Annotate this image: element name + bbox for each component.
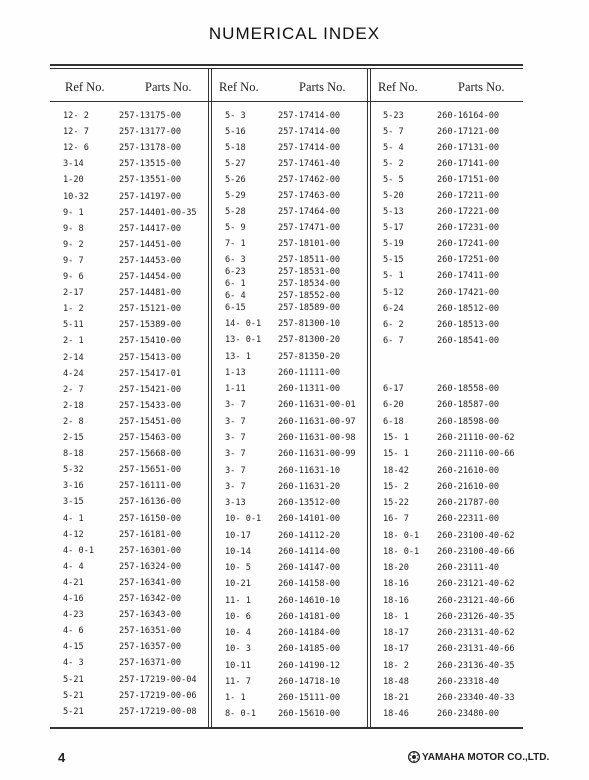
ref-number: 3-13 xyxy=(225,498,246,508)
part-number: 257-14401-00-35 xyxy=(119,207,197,218)
ref-number: 5-19 xyxy=(383,239,404,249)
ref-number: 4- 1 xyxy=(63,513,84,524)
ref-number: 8-18 xyxy=(63,449,84,460)
column-divider xyxy=(370,68,371,727)
part-number: 257-17464-00 xyxy=(278,207,341,217)
ref-number: 4- 4 xyxy=(63,561,84,572)
part-number: 257-16351-00 xyxy=(119,626,182,637)
ref-number: 4-24 xyxy=(63,368,84,379)
part-number: 257-14453-00 xyxy=(119,255,182,266)
part-number: 260-23121-40-62 xyxy=(437,579,515,589)
ref-number: 10- 5 xyxy=(225,563,251,573)
part-number: 257-13551-00 xyxy=(119,175,182,186)
part-number: 257-18531-00 xyxy=(278,267,341,277)
ref-number: 12- 7 xyxy=(63,127,89,138)
ref-number: 18- 0-1 xyxy=(383,547,420,557)
ref-number: 5- 5 xyxy=(383,175,404,185)
part-number: 260-23100-40-66 xyxy=(437,547,515,557)
part-number: 257-18589-00 xyxy=(278,303,341,313)
ref-number: 2-14 xyxy=(63,352,84,363)
part-number: 257-13175-00 xyxy=(119,111,182,121)
ref-number: 6-23 xyxy=(225,267,246,277)
ref-number: 2-17 xyxy=(63,288,84,299)
part-number: 260-23126-40-35 xyxy=(437,612,515,622)
ref-number: 5- 1 xyxy=(383,271,404,281)
part-number: 260-14158-00 xyxy=(278,579,341,589)
page-title: NUMERICAL INDEX xyxy=(208,24,381,43)
ref-number: 3-15 xyxy=(63,497,84,508)
part-number: 260-17131-00 xyxy=(437,143,500,153)
ref-number: 10-21 xyxy=(225,579,251,589)
part-number: 260-17121-00 xyxy=(437,127,500,137)
ref-number: 5-27 xyxy=(225,159,246,169)
part-number: 260-23131-40-66 xyxy=(437,644,515,654)
part-number: 260-11111-00 xyxy=(278,368,341,378)
ref-number: 6-24 xyxy=(383,304,404,314)
part-number: 257-14417-00 xyxy=(119,223,182,234)
part-number: 260-17141-00 xyxy=(437,159,500,169)
part-number: 260-14184-00 xyxy=(278,628,341,638)
part-number: 260-17241-00 xyxy=(437,239,500,249)
part-number: 257-17471-00 xyxy=(278,223,341,233)
part-number: 260-17221-00 xyxy=(437,207,500,217)
ref-number: 2-18 xyxy=(63,400,84,411)
ref-number: 9- 6 xyxy=(63,272,84,282)
ref-number: 10- 3 xyxy=(225,644,251,654)
ref-no-header: Ref No. xyxy=(219,80,259,94)
ref-number: 15- 1 xyxy=(383,449,409,459)
ref-number: 3- 7 xyxy=(225,417,246,427)
ref-number: 10- 6 xyxy=(225,612,251,622)
ref-number: 6- 4 xyxy=(225,291,246,301)
header-rule xyxy=(50,101,523,102)
part-number: 257-81300-20 xyxy=(278,335,341,345)
ref-number: 10- 4 xyxy=(225,628,251,638)
part-number: 260-18558-00 xyxy=(437,384,500,394)
ref-number: 5-16 xyxy=(225,127,246,137)
ref-number: 6- 3 xyxy=(225,255,246,265)
part-number: 257-17462-00 xyxy=(278,175,341,185)
part-number: 257-15389-00 xyxy=(119,320,182,331)
part-number: 257-14454-00 xyxy=(119,272,182,282)
ref-number: 1-13 xyxy=(225,368,246,378)
ref-number: 18-48 xyxy=(383,677,409,687)
column-header xyxy=(53,68,208,101)
column-header xyxy=(213,68,368,101)
ref-number: 13- 1 xyxy=(225,352,251,362)
ref-number: 6- 2 xyxy=(383,320,404,330)
part-number: 257-18552-00 xyxy=(278,291,341,301)
part-number: 257-16324-00 xyxy=(119,561,182,572)
ref-number: 6-18 xyxy=(383,417,404,427)
ref-number: 12- 6 xyxy=(63,143,89,154)
part-number: 260-15111-00 xyxy=(278,693,341,703)
column-divider xyxy=(208,68,209,727)
ref-number: 18-17 xyxy=(383,644,409,654)
part-number: 257-13178-00 xyxy=(119,143,182,154)
part-number: 260-11631-20 xyxy=(278,482,341,492)
ref-number: 18-42 xyxy=(383,466,409,476)
part-number: 257-16341-00 xyxy=(119,577,182,588)
ref-number: 14- 0-1 xyxy=(225,319,262,329)
part-number: 257-14451-00 xyxy=(119,239,182,250)
part-number: 260-21110-00-62 xyxy=(437,433,515,443)
parts-no-header: Parts No. xyxy=(299,80,346,94)
part-number: 257-15463-00 xyxy=(119,433,182,443)
ref-number: 5-21 xyxy=(63,706,84,717)
ref-number: 4-16 xyxy=(63,594,84,604)
part-number: 257-16301-00 xyxy=(119,545,182,556)
ref-number: 12- 2 xyxy=(63,111,89,121)
ref-number: 1- 1 xyxy=(225,693,246,703)
ref-number: 5-15 xyxy=(383,255,404,265)
part-number: 260-17151-00 xyxy=(437,175,500,185)
ref-number: 4-12 xyxy=(63,529,84,540)
part-number: 257-13515-00 xyxy=(119,159,182,170)
ref-number: 2- 8 xyxy=(63,416,84,427)
ref-number: 11- 1 xyxy=(225,596,251,606)
part-number: 260-17231-00 xyxy=(437,223,500,233)
part-number: 260-17251-00 xyxy=(437,255,500,265)
part-number: 260-14718-10 xyxy=(278,677,341,687)
part-number: 257-15121-00 xyxy=(119,304,182,315)
part-number: 260-11311-00 xyxy=(278,384,341,394)
ref-number: 18- 0-1 xyxy=(383,531,420,541)
ref-number: 6- 1 xyxy=(225,279,246,289)
part-number: 260-14181-00 xyxy=(278,612,341,622)
ref-number: 5-11 xyxy=(63,320,84,331)
ref-number: 2-15 xyxy=(63,433,84,443)
part-number: 257-16371-00 xyxy=(119,658,182,669)
ref-number: 5-13 xyxy=(383,207,404,217)
part-number: 260-14112-20 xyxy=(278,531,341,541)
part-number: 257-16342-00 xyxy=(119,594,182,604)
ref-number: 7- 1 xyxy=(225,239,246,249)
ref-number: 16- 7 xyxy=(383,514,409,524)
part-number: 260-23121-40-66 xyxy=(437,596,515,606)
ref-number: 18- 1 xyxy=(383,612,409,622)
part-number: 260-14610-10 xyxy=(278,596,341,606)
part-number: 257-15668-00 xyxy=(119,449,182,460)
part-number: 257-16136-00 xyxy=(119,497,182,508)
part-number: 257-15651-00 xyxy=(119,465,182,476)
part-number: 260-17211-00 xyxy=(437,191,500,201)
ref-number: 18-20 xyxy=(383,563,409,573)
ref-number: 6- 7 xyxy=(383,336,404,346)
ref-number: 18-21 xyxy=(383,693,409,703)
ref-number: 5-20 xyxy=(383,191,404,201)
parts-no-header: Parts No. xyxy=(145,80,192,94)
part-number: 257-14197-00 xyxy=(119,191,182,202)
part-number: 260-18598-00 xyxy=(437,417,500,427)
part-number: 260-14114-00 xyxy=(278,547,341,557)
top-rule xyxy=(50,64,523,66)
column-divider xyxy=(367,68,368,727)
ref-number: 5-28 xyxy=(225,207,246,217)
ref-number: 4- 6 xyxy=(63,626,84,637)
column-header xyxy=(372,68,527,101)
ref-number: 2- 7 xyxy=(63,384,84,395)
part-number: 260-13512-00 xyxy=(278,498,341,508)
ref-number: 5-29 xyxy=(225,191,246,201)
part-number: 260-14185-00 xyxy=(278,644,341,654)
ref-number: 4-15 xyxy=(63,642,84,653)
part-number: 257-81350-20 xyxy=(278,352,341,362)
ref-number: 3- 7 xyxy=(225,433,246,443)
part-number: 257-18534-00 xyxy=(278,279,341,289)
ref-number: 5-17 xyxy=(383,223,404,233)
part-number: 257-18511-00 xyxy=(278,255,341,265)
ref-number: 11- 7 xyxy=(225,677,251,687)
ref-number: 3- 7 xyxy=(225,449,246,459)
part-number: 260-23318-40 xyxy=(437,677,500,687)
ref-number: 6-20 xyxy=(383,400,404,410)
part-number: 260-14190-12 xyxy=(278,661,341,671)
ref-number: 18- 2 xyxy=(383,661,409,671)
part-number: 257-16111-00 xyxy=(119,481,182,492)
publisher-footer xyxy=(408,751,549,763)
part-number: 257-18101-00 xyxy=(278,239,341,249)
part-number: 257-15421-00 xyxy=(119,384,182,395)
part-number: 260-14147-00 xyxy=(278,563,341,573)
part-number: 257-17219-00-04 xyxy=(119,674,197,685)
ref-number: 5-12 xyxy=(383,288,404,298)
ref-number: 9- 2 xyxy=(63,239,84,250)
ref-number: 10- 0-1 xyxy=(225,514,262,524)
part-number: 257-16357-00 xyxy=(119,642,182,653)
ref-number: 5- 9 xyxy=(225,223,246,233)
part-number: 260-11631-00-98 xyxy=(278,433,356,443)
part-number: 260-18512-00 xyxy=(437,304,500,314)
ref-number: 3-16 xyxy=(63,481,84,492)
ref-number: 2- 1 xyxy=(63,336,84,347)
index-column-2 xyxy=(213,68,368,719)
part-number: 260-17421-00 xyxy=(437,288,500,298)
part-number: 260-16164-00 xyxy=(437,111,500,121)
ref-number: 18-46 xyxy=(383,709,409,719)
parts-no-header: Parts No. xyxy=(458,80,505,94)
ref-number: 5- 3 xyxy=(225,111,246,121)
ref-number: 5-32 xyxy=(63,465,84,476)
part-number: 257-17463-00 xyxy=(278,191,341,201)
part-number: 260-18587-00 xyxy=(437,400,500,410)
part-number: 260-21110-00-66 xyxy=(437,449,515,459)
ref-number: 18-17 xyxy=(383,628,409,638)
part-number: 257-16181-00 xyxy=(119,529,182,540)
ref-number: 6-17 xyxy=(383,384,404,394)
part-number: 257-17461-40 xyxy=(278,159,341,169)
ref-number: 3- 7 xyxy=(225,400,246,410)
ref-no-header: Ref No. xyxy=(378,80,418,94)
part-number: 257-81300-10 xyxy=(278,319,341,329)
ref-number: 6-15 xyxy=(225,303,246,313)
bottom-rule xyxy=(50,727,523,729)
ref-number: 13- 0-1 xyxy=(225,335,262,345)
ref-number: 4- 0-1 xyxy=(63,545,95,556)
part-number: 257-17414-00 xyxy=(278,143,341,153)
part-number: 257-17414-00 xyxy=(278,111,341,121)
ref-number: 5-18 xyxy=(225,143,246,153)
ref-number: 4-23 xyxy=(63,610,84,621)
ref-number: 1- 2 xyxy=(63,304,84,315)
ref-number: 5- 2 xyxy=(383,159,404,169)
part-number: 257-17219-00-06 xyxy=(119,690,197,701)
ref-number: 18-16 xyxy=(383,579,409,589)
ref-number: 5-23 xyxy=(383,111,404,121)
part-number: 260-23480-00 xyxy=(437,709,500,719)
yamaha-logo-icon xyxy=(408,751,420,763)
ref-number: 8- 0-1 xyxy=(225,709,257,719)
ref-number: 3- 7 xyxy=(225,482,246,492)
ref-number: 3- 7 xyxy=(225,466,246,476)
part-number: 260-21787-00 xyxy=(437,498,500,508)
part-number: 257-17414-00 xyxy=(278,127,341,137)
ref-no-header: Ref No. xyxy=(65,80,105,94)
ref-number: 10-32 xyxy=(63,191,89,202)
part-number: 260-17411-00 xyxy=(437,271,500,281)
part-number: 257-15417-01 xyxy=(119,368,182,379)
ref-number: 18-16 xyxy=(383,596,409,606)
ref-number: 5-21 xyxy=(63,690,84,701)
part-number: 257-15451-00 xyxy=(119,416,182,427)
part-number: 260-23131-40-62 xyxy=(437,628,515,638)
part-number: 257-13177-00 xyxy=(119,127,182,138)
ref-number: 10-11 xyxy=(225,661,251,671)
part-number: 260-11631-00-97 xyxy=(278,417,356,427)
part-number: 257-14481-00 xyxy=(119,288,182,299)
part-number: 260-11631-10 xyxy=(278,466,341,476)
part-number: 260-18541-00 xyxy=(437,336,500,346)
part-number: 260-23111-40 xyxy=(437,563,500,573)
ref-number: 10-17 xyxy=(225,531,251,541)
part-number: 257-16150-00 xyxy=(119,513,182,524)
column-divider xyxy=(211,68,212,727)
part-number: 260-21610-00 xyxy=(437,466,500,476)
part-number: 260-11631-00-01 xyxy=(278,400,356,410)
part-number: 260-18513-00 xyxy=(437,320,500,330)
index-column-3 xyxy=(372,68,527,719)
publisher-name: YAMAHA MOTOR CO.,LTD. xyxy=(422,751,550,763)
part-number: 260-23340-40-33 xyxy=(437,693,515,703)
part-number: 257-17219-00-08 xyxy=(119,706,197,717)
ref-number: 9- 1 xyxy=(63,207,84,218)
part-number: 260-21610-00 xyxy=(437,482,500,492)
part-number: 257-15433-00 xyxy=(119,400,182,411)
part-number: 257-15413-00 xyxy=(119,352,182,363)
part-number: 257-15410-00 xyxy=(119,336,182,347)
part-number: 260-23100-40-62 xyxy=(437,531,515,541)
ref-number: 5-26 xyxy=(225,175,246,185)
ref-number: 15-22 xyxy=(383,498,409,508)
ref-number: 3-14 xyxy=(63,159,84,170)
ref-number: 5- 7 xyxy=(383,127,404,137)
ref-number: 5-21 xyxy=(63,674,84,685)
part-number: 260-23136-40-35 xyxy=(437,661,515,671)
ref-number: 9- 8 xyxy=(63,223,84,234)
ref-number: 9- 7 xyxy=(63,255,84,266)
part-number: 260-11631-00-99 xyxy=(278,449,356,459)
index-column-1 xyxy=(53,68,208,717)
ref-number: 5- 4 xyxy=(383,143,404,153)
ref-number: 15- 2 xyxy=(383,482,409,492)
ref-number: 1-11 xyxy=(225,384,246,394)
ref-number: 4-21 xyxy=(63,577,84,588)
part-number: 260-15610-00 xyxy=(278,709,341,719)
ref-number: 15- 1 xyxy=(383,433,409,443)
part-number: 257-16343-00 xyxy=(119,610,182,621)
page-number: 4 xyxy=(58,750,66,765)
part-number: 260-14101-00 xyxy=(278,514,341,524)
ref-number: 1-20 xyxy=(63,175,84,186)
ref-number: 10-14 xyxy=(225,547,251,557)
part-number: 260-22311-00 xyxy=(437,514,500,524)
ref-number: 4- 3 xyxy=(63,658,84,669)
